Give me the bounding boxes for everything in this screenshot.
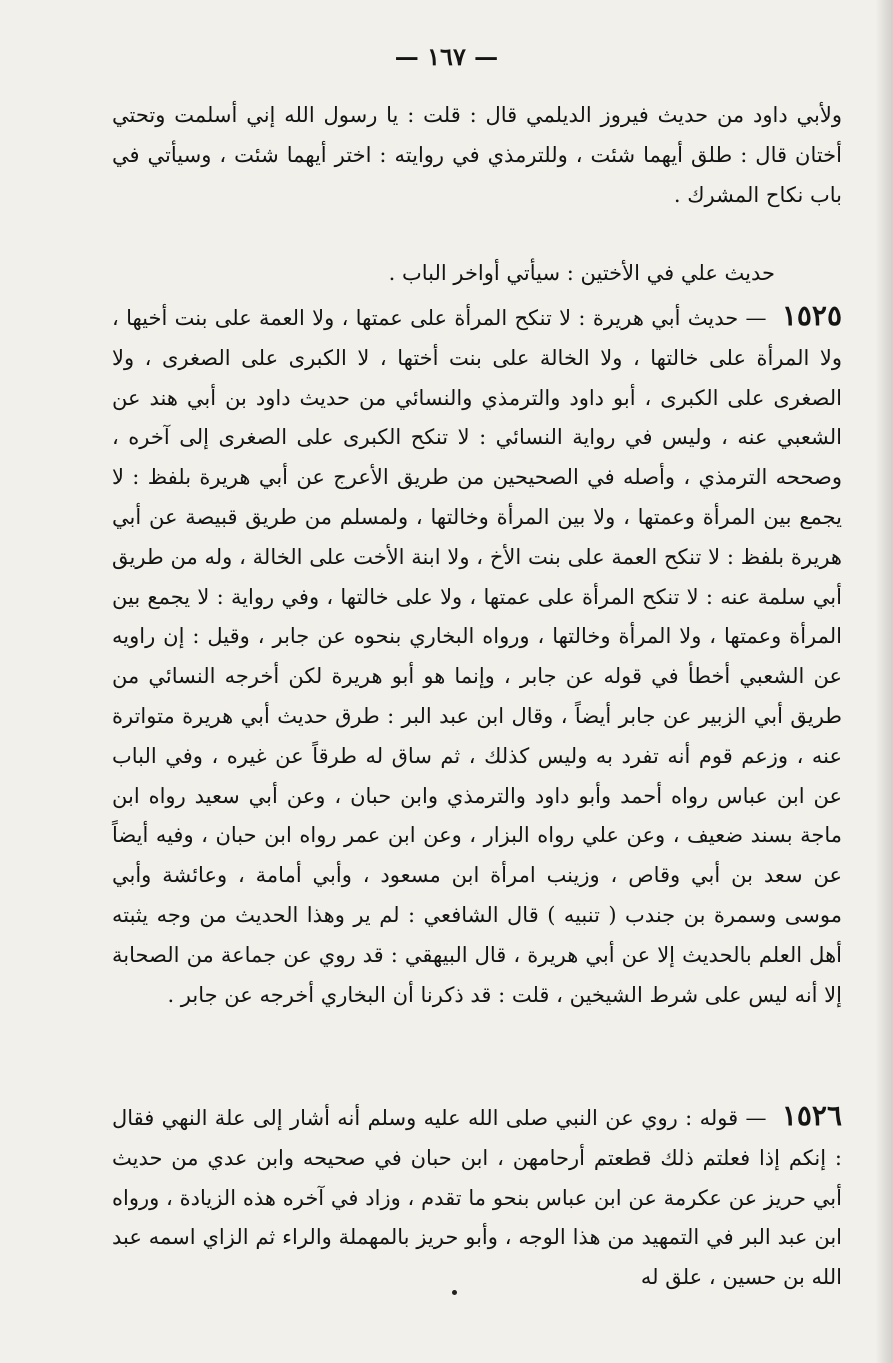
ink-dot	[452, 1290, 457, 1295]
paragraph-ali-sisters	[389, 254, 775, 294]
paragraph-hadith-1526	[112, 1096, 842, 1298]
page-number: — ١٦٧ —	[394, 42, 499, 71]
page-gutter-shadow	[875, 0, 893, 1363]
hadith-number: ١٥٢٦	[781, 1099, 842, 1132]
paragraph-text: حديث علي في الأختين : سيأتي أواخر الباب .	[388, 261, 775, 285]
hadith-number: ١٥٢٥	[781, 299, 842, 332]
paragraph-hadith-1525	[112, 296, 842, 1015]
paragraph-text: ولأبي داود من حديث فيروز الديلمي قال : قلت : يا رسول الله إني أسلمت وتحتي أختان قال : طلق أيهما شئت ، وللترمذي في روايته : اختر أيهما شئت ، وسيأتي في باب نكاح المشرك .	[112, 103, 842, 207]
paragraph-text: — قوله : روي عن النبي صلى الله عليه وسلم أنه أشار إلى علة النهي فقال : إنكم إذا فعلتم ذلك قطعتم أرحامهن ، ابن حبان في صحيحه وابن عدي من حديث أبي حريز عن عكرمة عن ابن عباس بنحو ما تقدم ، وزاد في آخره هذه الزيادة ، ورواه ابن عبد البر في التمهيد من هذا الوجه ، وأبو حريز بالمهملة والراء ثم الزاي اسمه عبد الله بن حسين ، علق له	[112, 1106, 842, 1290]
paragraph-fairuz-hadith	[112, 96, 842, 215]
paragraph-text: — حديث أبي هريرة : لا تنكح المرأة على عمتها ، ولا العمة على بنت أخيها ، ولا المرأة على خالتها ، ولا الخالة على بنت أختها ، لا الكبرى على الصغرى ، ولا الصغرى على الكبرى ، أبو داود والترمذي والنسائي من حديث داود بن أبي هند عن الشعبي عنه ، وليس في رواية النسائي : لا تنكح الكبرى على الصغرى إلى آخره ، وصححه الترمذي ، وأصله في الصحيحين من طريق الأعرج عن أبي هريرة بلفظ : لا يجمع بين المرأة وعمتها ، ولا بين المرأة وخالتها ، ولمسلم من طريق قبيصة عن أبي هريرة بلفظ : لا تنكح العمة على بنت الأخ ، ولا ابنة الأخت على الخالة ، وله من طريق أبي سلمة عنه : لا تنكح المرأة على عمتها ، ولا على خالتها ، وفي رواية : لا يجمع بين المرأة وعمتها ، ولا المرأة وخالتها ، ورواه البخاري بنحوه عن جابر ، وقيل : إن راويه عن الشعبي أخطأ في قوله عن جابر ، وإنما هو أبو هريرة لكن أخرجه النسائي من طريق أبي الزبير عن جابر أيضاً ، وقال ابن عبد البر : طرق حديث أبي هريرة متواترة عنه ، وزعم قوم أنه تفرد به وليس كذلك ، ثم ساق له طرقاً عن غيره ، وفي الباب عن ابن عباس رواه أحمد وأبو داود والترمذي وابن حبان ، وعن أبي سعيد رواه ابن ماجة بسند ضعيف ، وعن علي رواه البزار ، وعن ابن عمر رواه ابن حبان ، وفيه أيضاً عن سعد بن أبي وقاص ، وزينب امرأة ابن مسعود ، وأبي أمامة ، وعائشة وأبي موسى وسمرة بن جندب ( تنبيه ) قال الشافعي : لم ير وهذا الحديث من وجه يثبته أهل العلم بالحديث إلا عن أبي هريرة ، قال البيهقي : قد روي عن جماعة من الصحابة إلا أنه ليس على شرط الشيخين ، قلت : قد ذكرنا أن البخاري أخرجه عن جابر .	[112, 306, 842, 1007]
